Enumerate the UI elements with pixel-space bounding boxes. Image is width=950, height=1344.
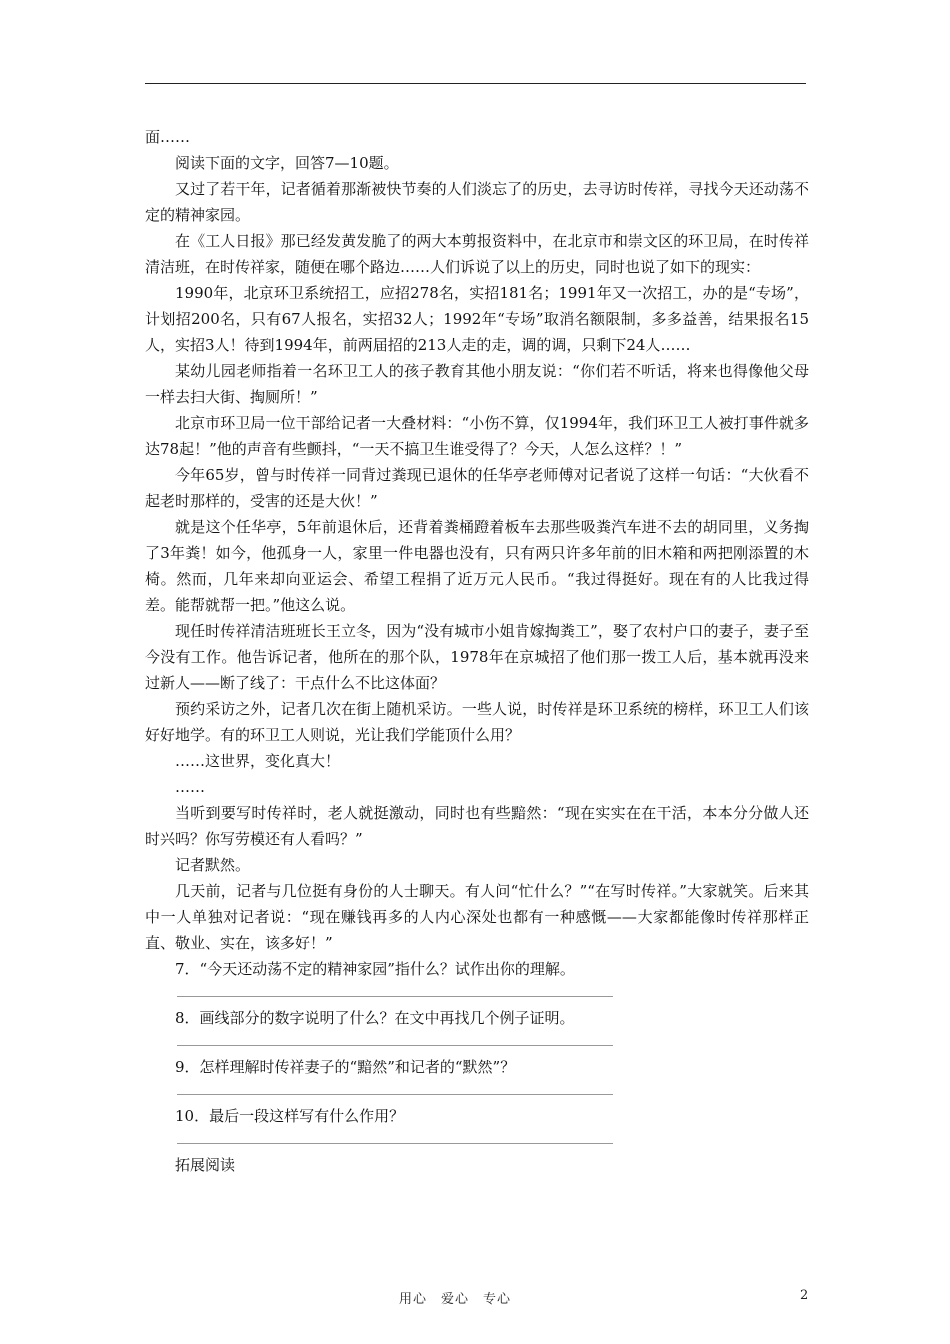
paragraph: 在《工人日报》那已经发黄发脆了的两大本剪报资料中，在北京市和崇文区的环卫局，在时传祥清洁班，在时传祥家，随便在哪个路边……人们诉说了以上的历史，同时也说了如下的现实： [145,232,809,276]
question-10: 10．最后一段这样写有什么作用？ [175,1107,405,1125]
paragraph: 几天前，记者与几位挺有身份的人士聊天。有人问“忙什么？”“在写时传祥。”大家就笑。后来其中一人单独对记者说：“现在赚钱再多的人内心深处也都有一种感慨——大家都能像时传祥那样正直、敬业、实在，该多好！” [145,882,809,952]
paragraph: 记者默然。 [175,856,251,874]
paragraph: 就是这个任华亭，5年前退休后，还背着粪桶蹬着板车去那些吸粪汽车进不去的胡同里，义务掏了3年粪！如今，他孤身一人，家里一件电器也没有，只有两只许多年前的旧木箱和两把刚添置的木椅。然而，几年来却向亚运会、希望工程捐了近万元人民币。“我过得挺好。现在有的人比我过得差。能帮就帮一把。”他这么说。 [145,518,809,614]
footer-motto: 用心 爱心 专心 [399,1292,512,1307]
paragraph: 面…… [145,128,191,146]
paragraph: ……这世界，变化真大！ [175,752,341,770]
question-7: 7．“今天还动荡不定的精神家园”指什么？试作出你的理解。 [175,960,575,978]
document-body [145,124,809,1178]
answer-line[interactable] [177,1045,613,1046]
paragraph: 某幼儿园老师指着一名环卫工人的孩子教育其他小朋友说：“你们若不听话，将来也得像他父母一样去扫大街、掏厕所！” [145,362,809,406]
paragraph: 阅读下面的文字，回答7—10题。 [175,154,399,172]
paragraph: 今年65岁，曾与时传祥一同背过粪现已退休的任华亭老师傅对记者说了这样一句话：“大伙看不起老时那样的，受害的还是大伙！” [145,466,809,510]
paragraph: 又过了若干年，记者循着那渐被快节奏的人们淡忘了的历史，去寻访时传祥，寻找今天还动荡不定的精神家园。 [145,180,809,224]
answer-line[interactable] [177,1094,613,1095]
header-rule [145,83,806,84]
page-number: 2 [800,1288,809,1303]
paragraph: 预约采访之外，记者几次在街上随机采访。一些人说，时传祥是环卫系统的榜样，环卫工人们该好好地学。有的环卫工人则说，光让我们学能顶什么用？ [145,700,809,744]
paragraph: 1990年，北京环卫系统招工，应招278名，实招181名；1991年又一次招工，办的是“专场”，计划招200名，只有67人报名，实招32人；1992年“专场”取消名额限制，多多益善，结果报名15人，实招3人！待到1994年，前两届招的213人走的走，调的调，只剩下24人…… [145,284,809,354]
answer-line[interactable] [177,996,613,997]
paragraph: …… [175,778,205,796]
answer-line[interactable] [177,1143,613,1144]
paragraph: 现任时传祥清洁班班长王立冬，因为“没有城市小姐肯嫁掏粪工”，娶了农村户口的妻子，妻子至今没有工作。他告诉记者，他所在的那个队，1978年在京城招了他们那一拨工人后，基本就再没来过新人——断了线了：干点什么不比这体面？ [145,622,809,692]
section-heading: 拓展阅读 [175,1156,236,1174]
question-8: 8．画线部分的数字说明了什么？在文中再找几个例子证明。 [175,1009,575,1027]
paragraph: 北京市环卫局一位干部给记者一大叠材料：“小伤不算，仅1994年，我们环卫工人被打事件就多达78起！”他的声音有些颤抖，“一天不搞卫生谁受得了？今天，人怎么这样？！” [145,414,809,458]
paragraph: 当听到要写时传祥时，老人就挺激动，同时也有些黯然：“现在实实在在干活，本本分分做人还时兴吗？你写劳模还有人看吗？” [145,804,809,848]
question-9: 9．怎样理解时传祥妻子的“黯然”和记者的“默然”？ [175,1058,516,1076]
